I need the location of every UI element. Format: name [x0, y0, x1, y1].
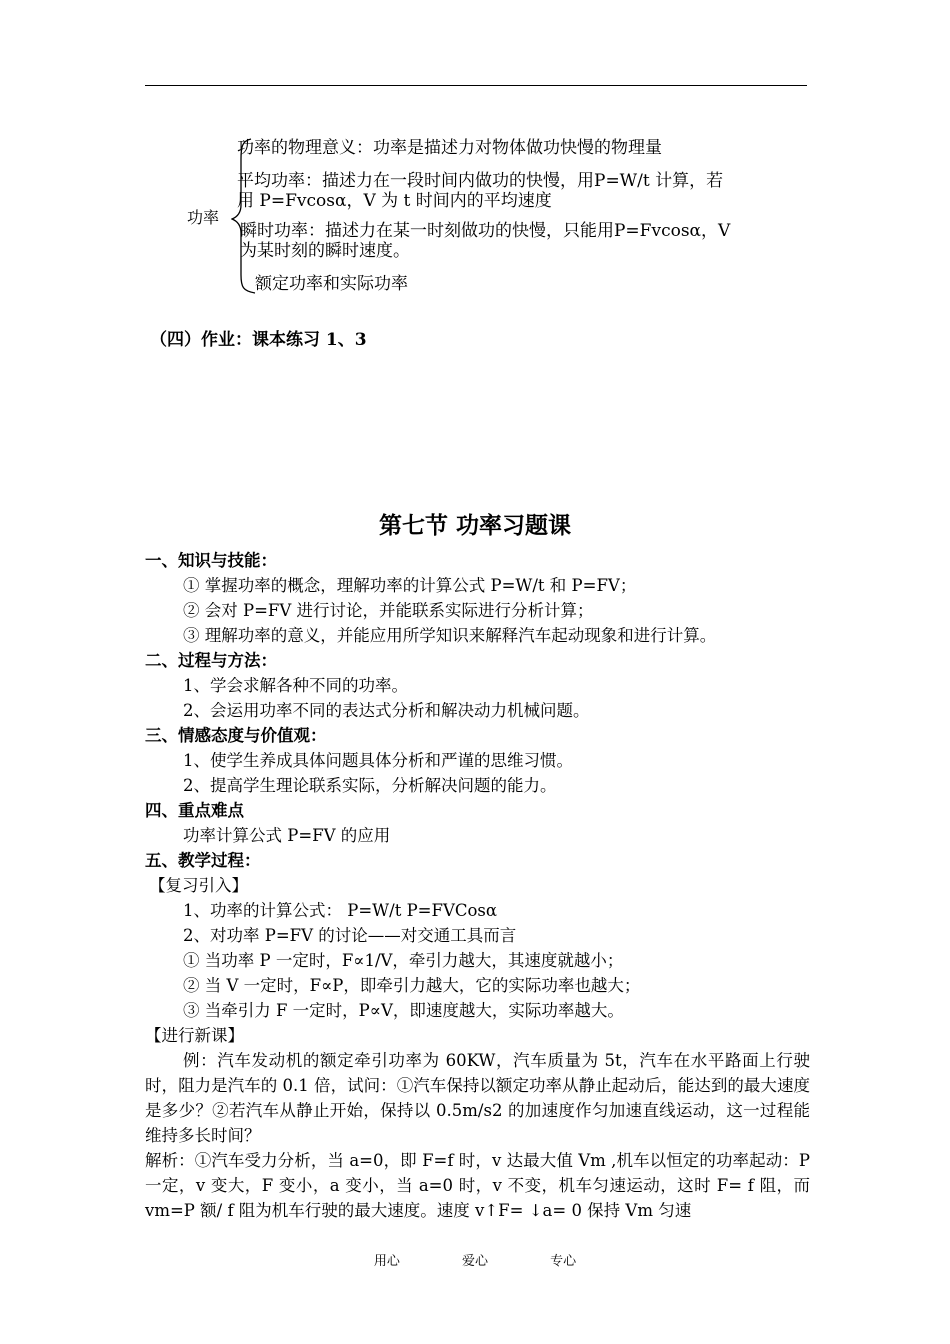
review-item: 2、对功率 P=FV 的讨论——对交通工具而言 [183, 926, 517, 945]
outline-line-average-1: 平均功率：描述力在一段时间内做功的快慢，用P=W/t 计算，若 [237, 171, 724, 191]
review-label: 【复习引入】 [149, 876, 248, 895]
lesson-content [145, 548, 810, 1223]
attitude-item: 1、使学生养成具体问题具体分析和严谨的思维习惯。 [183, 751, 573, 770]
analysis-paragraph: 解析：①汽车受力分析，当 a=0，即 F=f 时，v 达最大值 Vm ,机车以恒定的功率起动：P 一定，v 变大，F 变小，a 变小，当 a=0 时，v 不变，机车匀速运动，这时 F= f 阻，而 vm=P 额/ f 阻为机车行驶的最大速度。速度 v↑F= ↓a= 0 保持 Vm 匀速 [145, 1151, 810, 1220]
page-footer [0, 1250, 950, 1269]
review-item: ③ 当牵引力 F 一定时，P∝V，即速度越大，实际功率越大。 [183, 1001, 624, 1020]
attitude-item: 2、提高学生理论联系实际，分析解决问题的能力。 [183, 776, 557, 795]
footer-word: 爱心 [461, 1254, 488, 1269]
process-item: 1、学会求解各种不同的功率。 [183, 676, 408, 695]
outline-label: 功率 [187, 208, 220, 227]
heading-keypoints: 四、重点难点 [145, 801, 244, 820]
heading-process: 二、过程与方法： [145, 651, 277, 670]
section-title: 第七节 功率习题课 [378, 512, 571, 539]
footer-word: 专心 [550, 1254, 577, 1269]
process-item: 2、会运用功率不同的表达式分析和解决动力机械问题。 [183, 701, 590, 720]
knowledge-item: ① 掌握功率的概念，理解功率的计算公式 P=W/t 和 P=FV； [183, 576, 637, 595]
outline-line-average-2: 用 P=Fvcosα，V 为 t 时间内的平均速度 [237, 191, 552, 211]
footer-word: 用心 [373, 1254, 400, 1269]
outline-line-instant-1: 瞬时功率：描述力在某一时刻做功的快慢，只能用P=Fvcosα，V [240, 221, 731, 241]
heading-attitude: 三、情感态度与价值观： [145, 726, 327, 745]
outline-line-meaning: 功率的物理意义：功率是描述力对物体做功快慢的物理量 [237, 138, 662, 158]
example-paragraph: 例：汽车发动机的额定牵引功率为 60KW，汽车质量为 5t，汽车在水平路面上行驶时，阻力是汽车的 0.1 倍，试问：①汽车保持以额定功率从静止起动后，能达到的最大速度是多少？②若汽车从静止开始，保持以 0.5m/s2 的加速度作匀加速直线运动，这一过程能维持多长时间？ [145, 1051, 810, 1145]
homework-line: （四）作业：课本练习 1、3 [150, 330, 367, 350]
keypoint-item: 功率计算公式 P=FV 的应用 [183, 826, 391, 845]
review-item: 1、功率的计算公式： P=W/t P=FVCosα [183, 901, 498, 920]
outline-line-rated: 额定功率和实际功率 [255, 274, 408, 294]
outline-line-instant-2: 为某时刻的瞬时速度。 [240, 241, 410, 261]
knowledge-item: ③ 理解功率的意义，并能应用所学知识来解释汽车起动现象和进行计算。 [183, 626, 717, 645]
review-item: ② 当 V 一定时，F∝P，即牵引力越大，它的实际功率也越大； [183, 976, 641, 995]
heading-knowledge: 一、知识与技能： [145, 551, 277, 570]
power-outline [145, 135, 805, 300]
heading-teaching-process: 五、教学过程： [145, 851, 261, 870]
new-lesson-label: 【进行新课】 [145, 1026, 244, 1045]
header-rule [145, 85, 807, 86]
review-item: ① 当功率 P 一定时，F∝1/V，牵引力越大，其速度就越小； [183, 951, 624, 970]
knowledge-item: ② 会对 P=FV 进行讨论，并能联系实际进行分析计算； [183, 601, 594, 620]
